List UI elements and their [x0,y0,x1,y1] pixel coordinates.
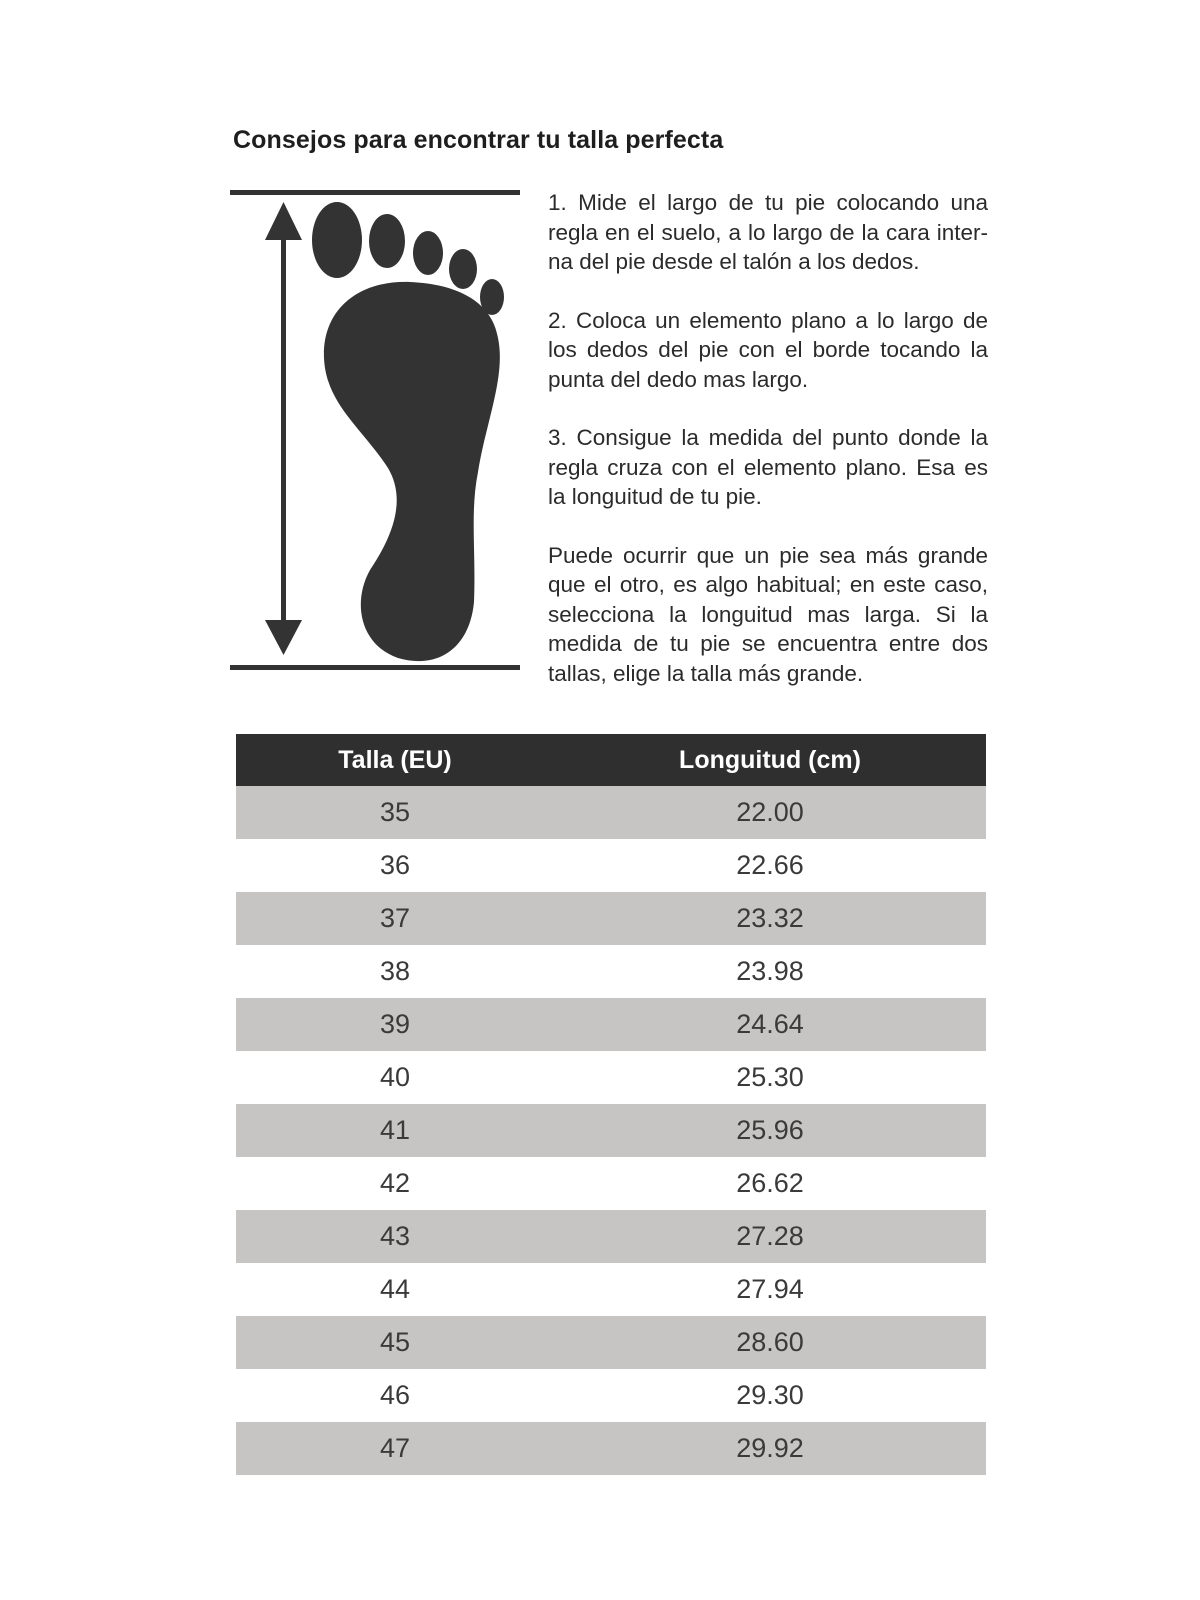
table-row [236,945,986,998]
header-size: Talla (EU) [236,734,554,786]
length-cell: 22.66 [554,839,986,892]
tip-note: Puede ocurrir que un pie sea más grande que el otro, es algo habitual; en este caso, selecciona la longuitud mas larga. Si la medida de tu pie se encuentra entre dos tallas, elige la talla más grande. [548,542,988,686]
tip-1: 1. Mide el largo de tu pie colocando una regla en el suelo, a lo largo de la cara inter- na del pie desde el talón a los dedos. [548,190,988,274]
table-row [236,839,986,892]
page-title: Consejos para encontrar tu talla perfecta [233,126,724,154]
length-cell: 26.62 [554,1157,986,1210]
length-cell: 27.28 [554,1210,986,1263]
size-cell: 41 [236,1104,554,1157]
size-cell: 47 [236,1422,554,1475]
size-cell: 45 [236,1316,554,1369]
table-row [236,1316,986,1369]
length-cell: 28.60 [554,1316,986,1369]
size-cell: 35 [236,786,554,839]
table-row [236,1157,986,1210]
foot-length-icon [230,190,522,680]
table-row [236,892,986,945]
length-cell: 29.30 [554,1369,986,1422]
table-row [236,1210,986,1263]
size-table [236,734,986,1475]
size-cell: 40 [236,1051,554,1104]
table-row [236,998,986,1051]
table-header [236,734,986,786]
length-cell: 25.30 [554,1051,986,1104]
table-row [236,1422,986,1475]
length-cell: 24.64 [554,998,986,1051]
size-cell: 39 [236,998,554,1051]
size-cell: 46 [236,1369,554,1422]
size-cell: 36 [236,839,554,892]
table-row [236,1263,986,1316]
length-cell: 23.98 [554,945,986,998]
table-row [236,786,986,839]
sizing-tips [548,188,988,717]
table-row [236,1051,986,1104]
size-cell: 43 [236,1210,554,1263]
length-cell: 25.96 [554,1104,986,1157]
size-cell: 37 [236,892,554,945]
tip-2: 2. Coloca un elemento plano a lo largo de los dedos del pie con el borde tocando la punta del dedo mas largo. [548,307,988,392]
table-row [236,1104,986,1157]
size-cell: 42 [236,1157,554,1210]
table-row [236,1369,986,1422]
tip-3: 3. Consigue la medida del punto donde la regla cruza con el elemento plano. Esa es la longuitud de tu pie. [548,425,988,509]
length-cell: 27.94 [554,1263,986,1316]
size-cell: 38 [236,945,554,998]
length-cell: 29.92 [554,1422,986,1475]
header-length: Longuitud (cm) [554,734,986,786]
length-cell: 22.00 [554,786,986,839]
size-cell: 44 [236,1263,554,1316]
length-cell: 23.32 [554,892,986,945]
